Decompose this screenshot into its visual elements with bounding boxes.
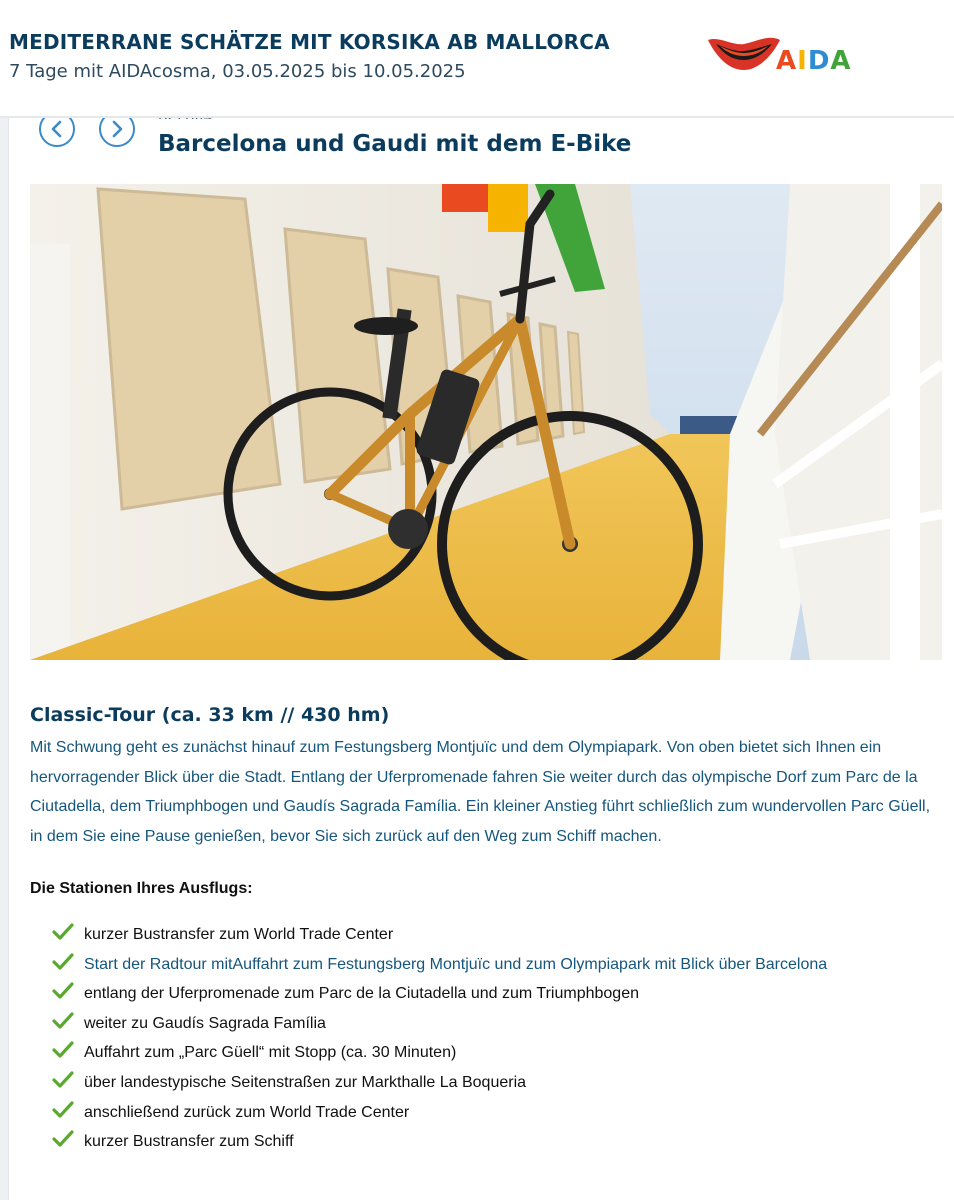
aida-lips-icon [706, 34, 782, 76]
tour-hero-image [30, 184, 942, 660]
logo-letter-i: I [797, 46, 808, 76]
station-text: Start der Radtour mitAuffahrt zum Festungsberg Montjuïc und zum Olympiapark mit Blick über Barcelona [84, 955, 828, 973]
station-item [50, 920, 827, 950]
station-item [50, 1009, 827, 1039]
checkmark-icon [52, 1071, 74, 1089]
checkmark-icon [52, 1041, 74, 1059]
cruise-subtitle: 7 Tage mit AIDAcosma, 03.05.2025 bis 10.05.2025 [9, 61, 466, 82]
station-text: kurzer Bustransfer zum World Trade Center [84, 926, 394, 943]
station-text: Auffahrt zum „Parc Güell“ mit Stopp (ca. 30 Minuten) [84, 1044, 457, 1062]
station-text: anschließend zurück zum World Trade Center [84, 1103, 410, 1121]
checkmark-icon [52, 953, 74, 971]
station-item [50, 950, 827, 980]
tour-section-title: Classic-Tour (ca. 33 km // 430 hm) [30, 704, 390, 726]
checkmark-icon [52, 923, 74, 941]
logo-letter-d: D [807, 46, 831, 76]
aida-logo[interactable] [706, 34, 866, 84]
checkmark-icon [52, 1012, 74, 1030]
station-item [50, 979, 827, 1009]
checkmark-icon [52, 1101, 74, 1119]
ebike-on-deck-illustration [30, 184, 942, 660]
checkmark-icon [52, 1130, 74, 1148]
checkmark-icon [52, 982, 74, 1000]
page-header [0, 0, 954, 118]
station-text: kurzer Bustransfer zum Schiff [84, 1133, 294, 1151]
station-text: über landestypische Seitenstraßen zur Markthalle La Boqueria [84, 1073, 527, 1091]
station-item [50, 1068, 827, 1098]
aida-logo-text [776, 46, 852, 76]
chevron-left-icon [49, 120, 65, 138]
logo-letter-a1: A [776, 46, 798, 76]
station-text: weiter zu Gaudís Sagrada Família [84, 1014, 326, 1032]
tour-description: Mit Schwung geht es zunächst hinauf zum Festungsberg Montjuïc und dem Olympiapark. Von oben bietet sich Ihnen ein hervorragender Blick über die Stadt. Entlang der Uferpromenade fahren Sie weiter durch das olympische Dorf zum Parc de la Ciutadella, dem Triumphbogen und Gaudís Sagrada Família. Ein kleiner Anstieg führt schließlich zum wundervollen Parc Güell, in dem Sie eine Pause genießen, bevor Sie sich zurück auf den Weg zum Schiff machen. [30, 739, 931, 845]
station-item [50, 1098, 827, 1128]
station-text: entlang der Uferpromenade zum Parc de la Ciutadella und zum Triumphbogen [84, 985, 639, 1003]
stations-list [50, 920, 827, 1157]
cruise-title: MEDITERRANE SCHÄTZE MIT KORSIKA AB MALLORCA [9, 30, 610, 54]
stations-heading: Die Stationen Ihres Ausflugs: [30, 880, 253, 897]
station-item [50, 1038, 827, 1068]
logo-letter-a2: A [830, 46, 852, 76]
chevron-right-icon [109, 120, 125, 138]
page-left-rule [0, 118, 9, 1200]
tour-title: Barcelona und Gaudi mit dem E-Bike [158, 131, 632, 157]
station-item [50, 1127, 827, 1157]
